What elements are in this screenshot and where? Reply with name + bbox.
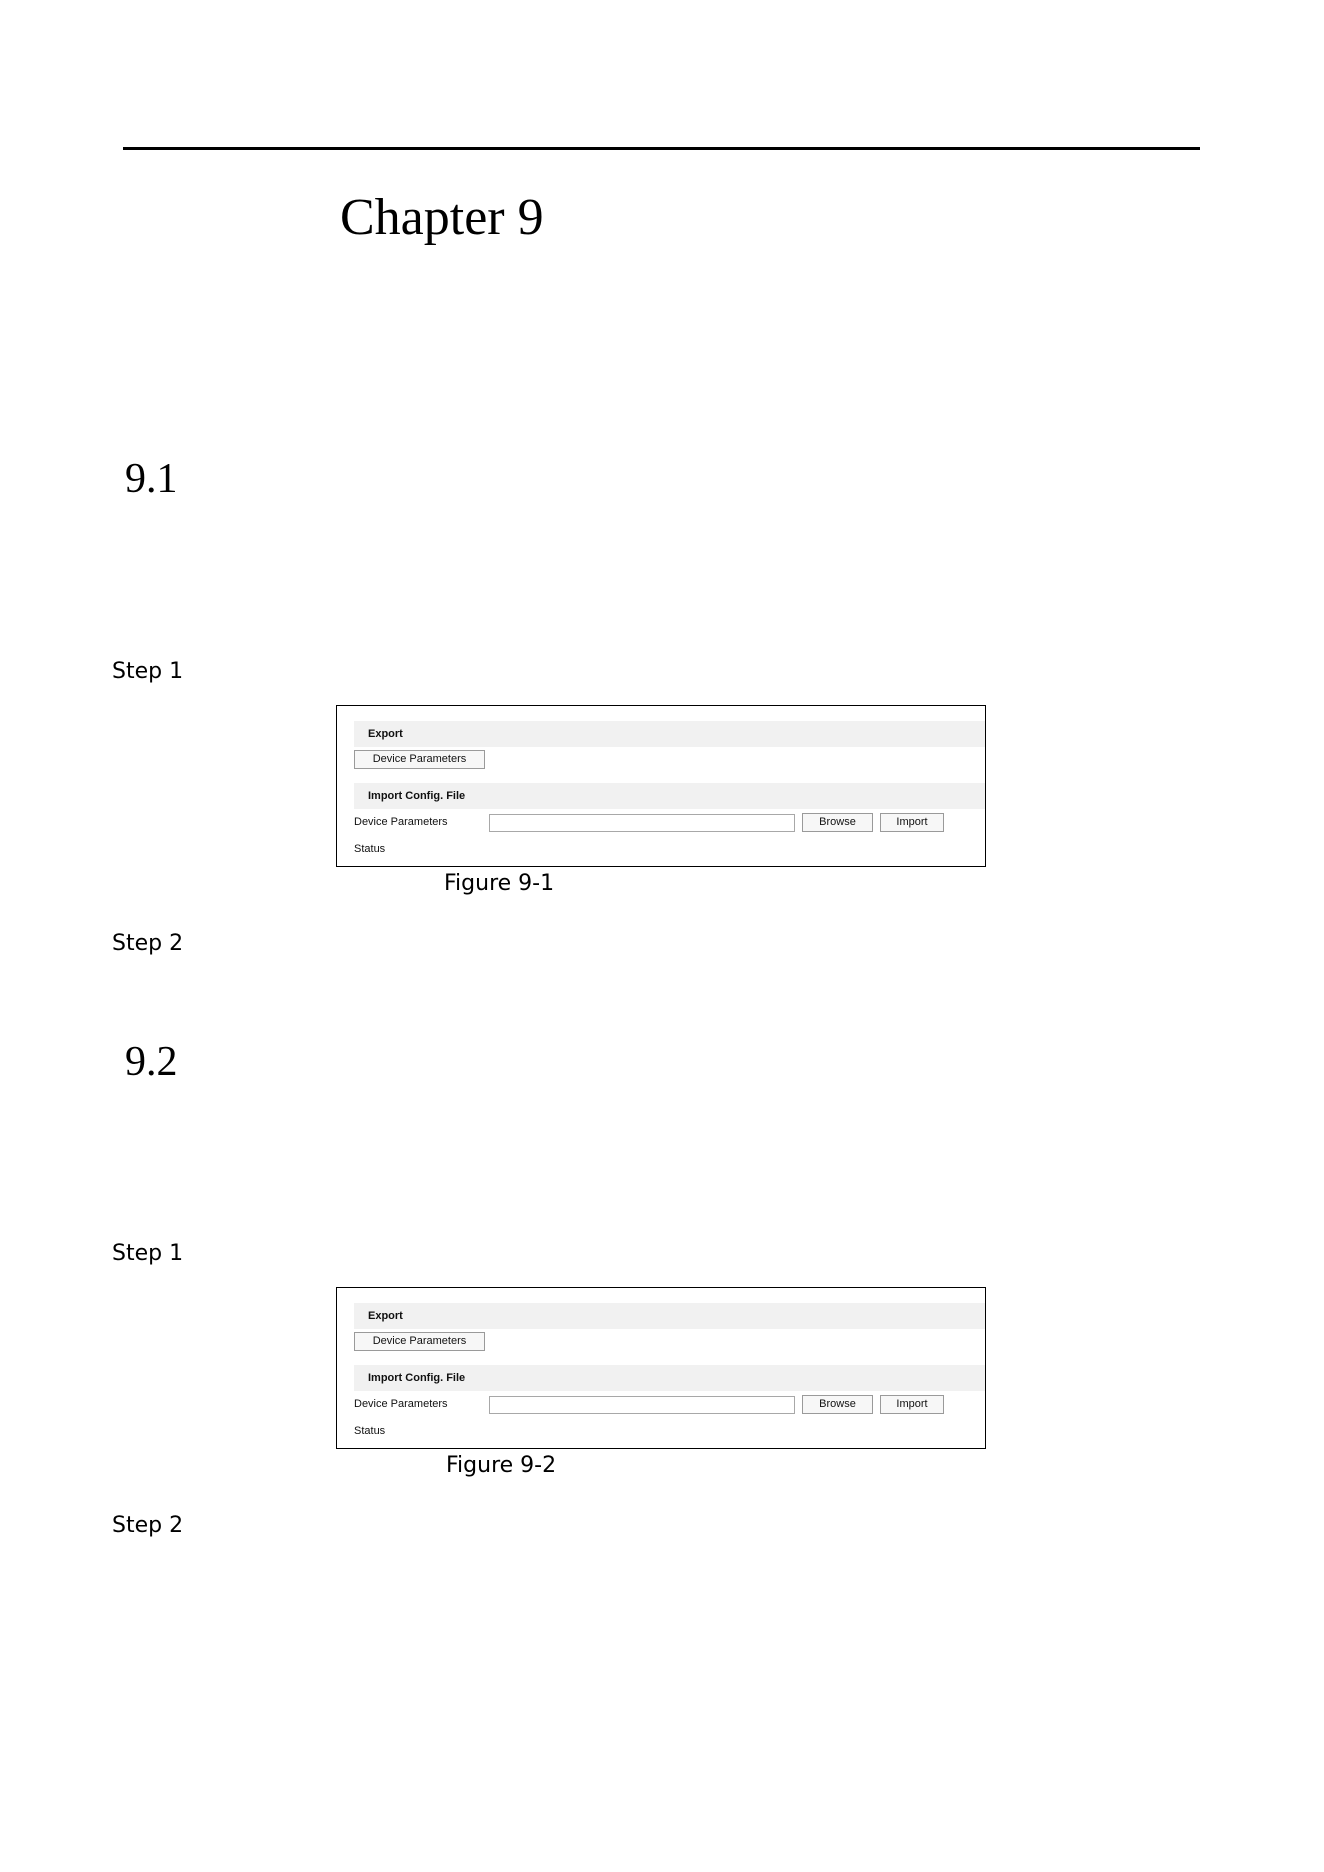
import-config-section-header: Import Config. File [354, 783, 985, 809]
browse-button[interactable]: Browse [802, 1395, 873, 1414]
status-label: Status [354, 1425, 386, 1437]
step-label: Step 1 [112, 659, 184, 684]
import-button[interactable]: Import [880, 1395, 944, 1414]
figure-caption: Figure 9-2 [446, 1453, 557, 1478]
export-section-header: Export [354, 721, 985, 747]
figure-screenshot [336, 1287, 986, 1449]
config-file-path-input[interactable] [489, 1396, 795, 1414]
step-label: Step 2 [112, 931, 184, 956]
browse-button[interactable]: Browse [802, 813, 873, 832]
export-device-parameters-button[interactable]: Device Parameters [354, 1332, 485, 1351]
export-device-parameters-button[interactable]: Device Parameters [354, 750, 485, 769]
header-rule [123, 147, 1200, 150]
step-label: Step 2 [112, 1513, 184, 1538]
config-file-path-input[interactable] [489, 814, 795, 832]
section-number: 9.2 [125, 1039, 178, 1085]
device-parameters-label: Device Parameters [354, 1398, 448, 1410]
figure-screenshot [336, 705, 986, 867]
import-config-section-header: Import Config. File [354, 1365, 985, 1391]
step-label: Step 1 [112, 1241, 184, 1266]
import-button[interactable]: Import [880, 813, 944, 832]
export-section-header: Export [354, 1303, 985, 1329]
figure-caption: Figure 9-1 [444, 871, 555, 896]
status-label: Status [354, 843, 386, 855]
section-number: 9.1 [125, 456, 178, 502]
device-parameters-label: Device Parameters [354, 816, 448, 828]
chapter-title: Chapter 9 [340, 189, 544, 246]
